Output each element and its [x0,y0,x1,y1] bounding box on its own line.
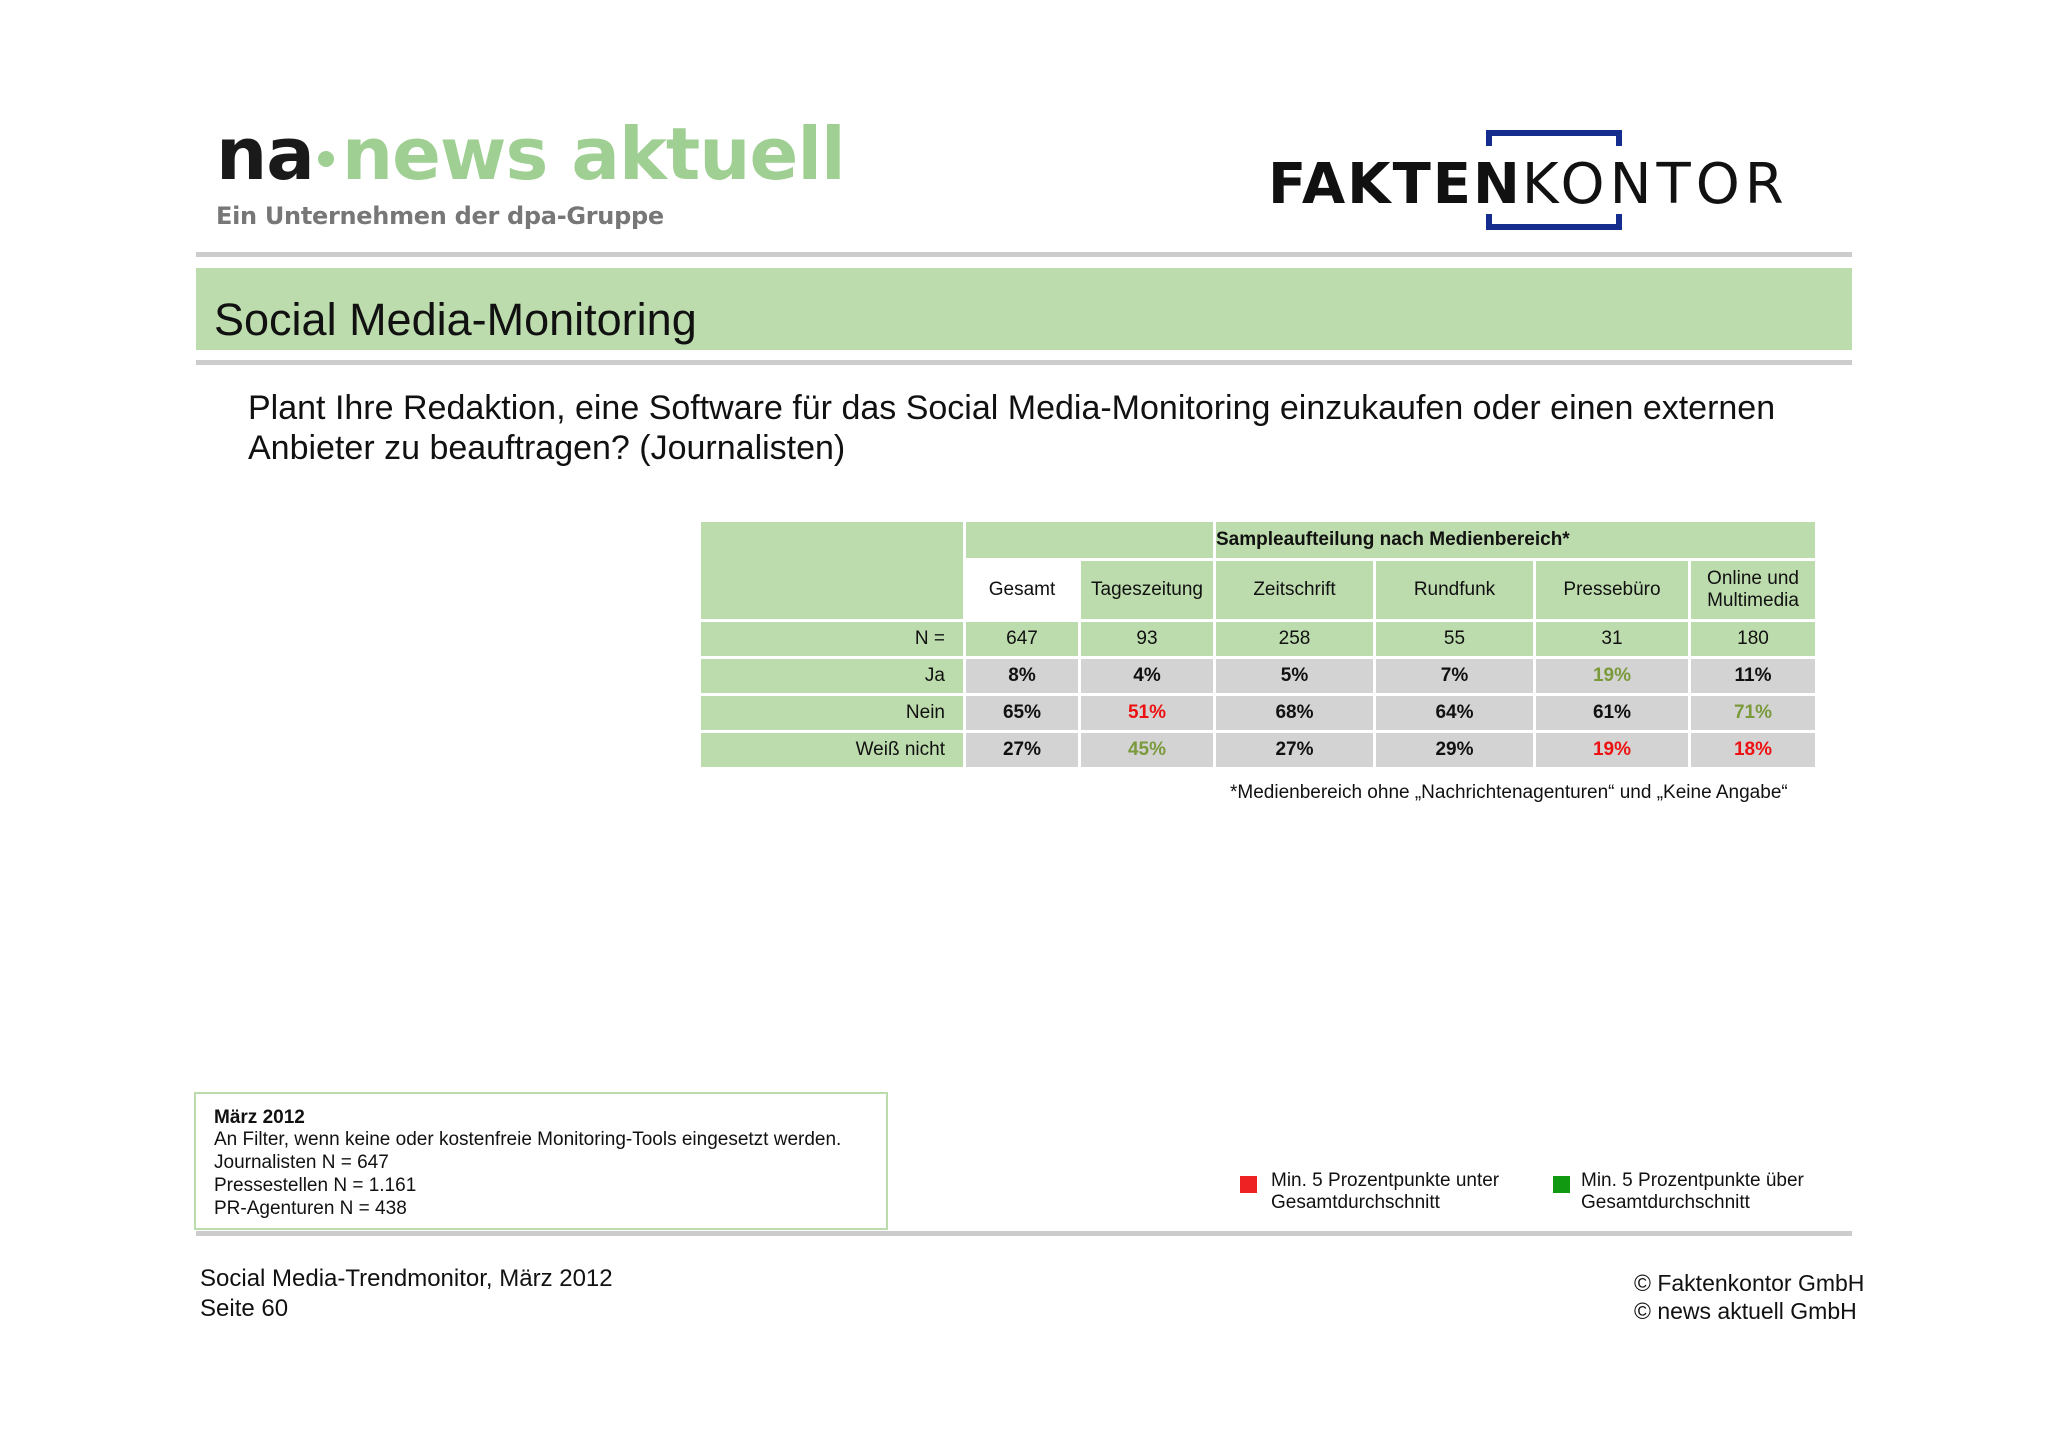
info-filter: An Filter, wenn keine oder kostenfreie Monitoring-Tools eingesetzt werden. [214,1129,842,1150]
legend-above-line-2: Gesamtdurchschnitt [1581,1192,1750,1213]
cell-weiss-nicht-gesamt: 27% [966,733,1078,767]
table-corner-ext [966,522,1213,558]
logo-na-name: news aktuell [341,112,845,196]
footer-page: Seite 60 [200,1295,289,1322]
survey-question [248,388,1828,468]
logo-dot-icon [318,151,334,167]
logo-tagline: Ein Unternehmen der dpa-Gruppe [216,202,664,230]
footer-copyright-2: © news aktuell GmbH [1634,1298,1857,1324]
cell-nein-gesamt: 65% [966,696,1078,730]
cell-nein-tageszeitung: 51% [1081,696,1213,730]
cell-nein-pressebuero: 61% [1536,696,1688,730]
info-box [194,1092,888,1230]
table-footnote: *Medienbereich ohne „Nachrichtenagenturen“ und „Keine Angabe“ [1230,782,1788,803]
logo-kontor: KONTOR [1521,152,1789,217]
page-title: Social Media-Monitoring [214,294,697,345]
cell-ja-gesamt: 8% [966,659,1078,693]
group-header: Sampleaufteilung nach Medienbereich* [1216,522,1815,558]
cell-n-rundfunk: 55 [1376,622,1533,656]
table-row-ja [701,659,1815,693]
cell-n-pressebuero: 31 [1536,622,1688,656]
row-label-n: N = [701,622,963,656]
legend-below-line-2: Gesamtdurchschnitt [1271,1192,1440,1213]
results-table [698,519,1818,770]
cell-ja-tageszeitung: 4% [1081,659,1213,693]
footer-left [200,1264,613,1324]
info-pressestellen: Pressestellen N = 1.161 [214,1175,417,1196]
footer-right [1634,1269,1864,1325]
legend-above-swatch-icon [1553,1176,1570,1193]
logo-na-prefix: na [216,112,314,196]
legend-below-text [1271,1170,1499,1214]
question-line-2: Anbieter zu beauftragen? (Journalisten) [248,429,846,467]
col-header-rundfunk: Rundfunk [1376,561,1533,619]
info-date: März 2012 [214,1107,305,1128]
cell-n-online: 180 [1691,622,1815,656]
logo-fakten: FAKTEN [1268,152,1522,217]
cell-ja-online: 11% [1691,659,1815,693]
title-rule [196,360,1852,365]
table-row-nein [701,696,1815,730]
footer-copyright-1: © Faktenkontor GmbH [1634,1270,1865,1296]
col-header-online: Online und Multimedia [1691,561,1815,619]
col-header-gesamt: Gesamt [988,579,1056,600]
faktenkontor-logo [1268,126,1808,238]
table-row-n [701,622,1815,656]
legend-below-swatch-icon [1240,1176,1257,1193]
cell-nein-zeitschrift: 68% [1216,696,1373,730]
cell-n-gesamt: 647 [966,622,1078,656]
row-label-nein: Nein [701,696,963,730]
cell-nein-online: 71% [1691,696,1815,730]
row-label-ja: Ja [701,659,963,693]
cell-weiss-nicht-pressebuero: 19% [1536,733,1688,767]
cell-n-tageszeitung: 93 [1081,622,1213,656]
col-header-tageszeitung: Tageszeitung [1081,561,1213,619]
legend-above-text [1581,1170,1804,1214]
cell-ja-pressebuero: 19% [1536,659,1688,693]
legend-below-line-1: Min. 5 Prozentpunkte unter [1271,1170,1500,1191]
cell-ja-rundfunk: 7% [1376,659,1533,693]
legend-above-line-1: Min. 5 Prozentpunkte über [1581,1170,1804,1191]
info-journalisten: Journalisten N = 647 [214,1152,389,1173]
cell-weiss-nicht-online: 18% [1691,733,1815,767]
title-band [196,268,1852,350]
cell-nein-rundfunk: 64% [1376,696,1533,730]
footer-rule [196,1231,1852,1236]
cell-weiss-nicht-zeitschrift: 27% [1216,733,1373,767]
table-corner [701,522,963,619]
cell-weiss-nicht-tageszeitung: 45% [1081,733,1213,767]
row-label-weiss-nicht: Weiß nicht [701,733,963,767]
news-aktuell-logo [216,112,845,230]
table-row-weiss-nicht [701,733,1815,767]
col-header-zeitschrift: Zeitschrift [1216,561,1373,619]
cell-weiss-nicht-rundfunk: 29% [1376,733,1533,767]
cell-ja-zeitschrift: 5% [1216,659,1373,693]
cell-n-zeitschrift: 258 [1216,622,1373,656]
question-line-1: Plant Ihre Redaktion, eine Software für das Social Media-Monitoring einzukaufen oder einen externen [248,389,1776,427]
header-rule [196,252,1852,257]
footer-report: Social Media-Trendmonitor, März 2012 [200,1265,613,1292]
col-header-pressebuero: Pressebüro [1536,561,1688,619]
info-pr-agenturen: PR-Agenturen N = 438 [214,1198,407,1219]
